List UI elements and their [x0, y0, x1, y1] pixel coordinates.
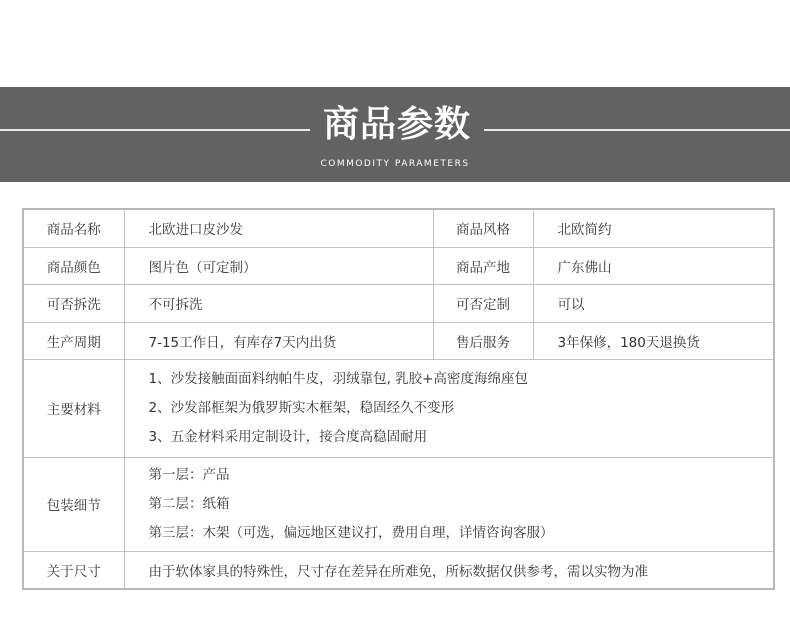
param-value: 可以 [533, 284, 774, 322]
table-row-size [23, 551, 774, 589]
param-label: 商品风格 [433, 209, 533, 247]
param-value: 7-15工作日，有库存7天内出货 [124, 322, 433, 359]
packaging-line: 第二层：纸箱 [148, 495, 230, 512]
param-label: 可否拆洗 [23, 284, 124, 322]
packaging-list [124, 457, 774, 551]
parameters-table [22, 208, 775, 590]
size-note: 由于软体家具的特殊性，尺寸存在差异在所难免，所标数据仅供参考，需以实物为准 [124, 551, 774, 589]
param-value: 不可拆洗 [124, 284, 433, 322]
param-label: 包装细节 [23, 457, 124, 551]
param-label: 商品颜色 [23, 247, 124, 284]
packaging-line: 第三层：木架（可选，偏远地区建议打，费用自理，详情咨询客服） [148, 524, 554, 541]
banner-rule-right [484, 129, 790, 131]
param-label: 关于尺寸 [23, 551, 124, 589]
table-row [23, 247, 774, 284]
packaging-line: 第一层：产品 [148, 466, 230, 483]
materials-line: 2、沙发部框架为俄罗斯实木框架，稳固经久不变形 [148, 399, 455, 416]
page-subtitle: COMMODITY PARAMETERS [320, 159, 470, 169]
table-row [23, 322, 774, 359]
param-value: 北欧简约 [533, 209, 774, 247]
param-label: 商品产地 [433, 247, 533, 284]
banner-rule-left [0, 129, 310, 131]
param-value: 北欧进口皮沙发 [124, 209, 433, 247]
param-value: 3年保修，180天退换货 [533, 322, 774, 359]
table-row-materials [23, 359, 774, 457]
param-label: 商品名称 [23, 209, 124, 247]
table-row-packaging [23, 457, 774, 551]
param-label: 售后服务 [433, 322, 533, 359]
param-label: 主要材料 [23, 359, 124, 457]
materials-line: 1、沙发接触面面料纳帕牛皮，羽绒靠包, 乳胶+高密度海绵座包 [148, 370, 528, 387]
materials-list [124, 359, 774, 457]
param-label: 可否定制 [433, 284, 533, 322]
param-value: 广东佛山 [533, 247, 774, 284]
page-title: 商品参数 [322, 104, 471, 145]
param-value: 图片色（可定制） [124, 247, 433, 284]
materials-line: 3、五金材料采用定制设计，接合度高稳固耐用 [148, 428, 428, 445]
header-banner [0, 87, 790, 182]
param-label: 生产周期 [23, 322, 124, 359]
table-row [23, 284, 774, 322]
table-row [23, 209, 774, 247]
